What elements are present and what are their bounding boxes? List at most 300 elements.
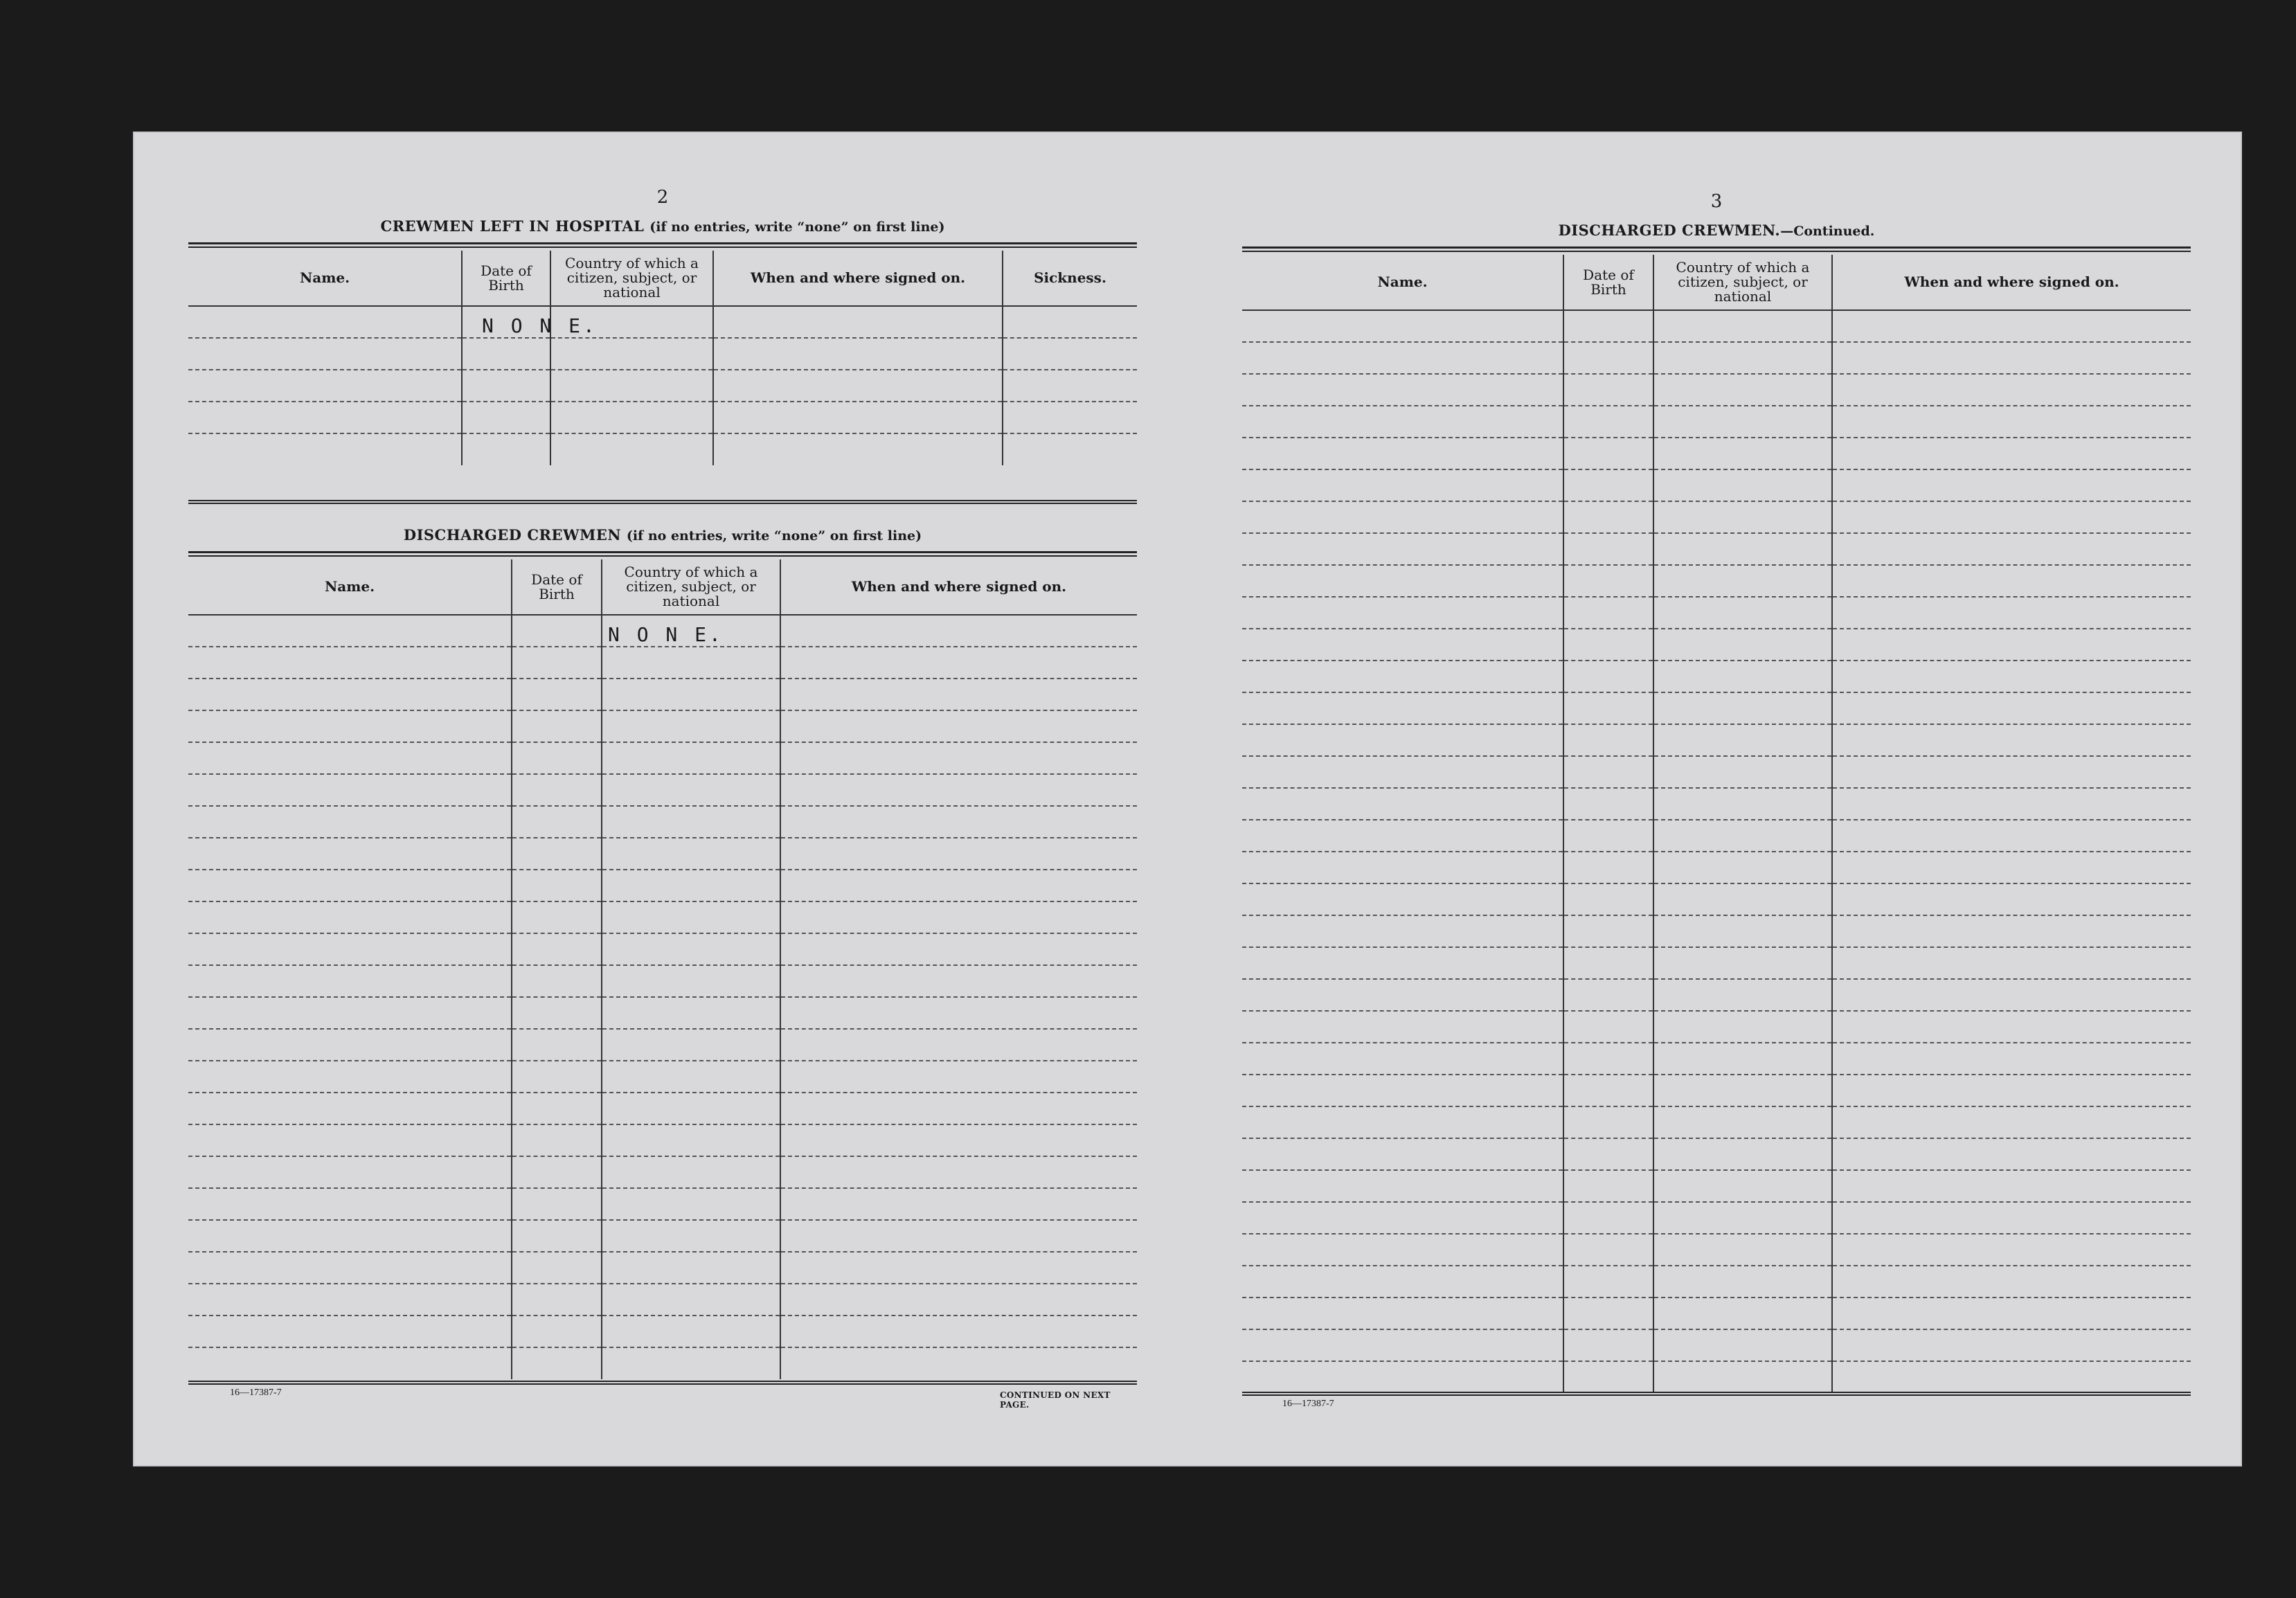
table-cell: [1563, 1043, 1653, 1075]
table-cell: [1563, 692, 1653, 724]
table-cell: [512, 742, 602, 774]
table-cell: [1242, 1234, 1563, 1266]
table-cell: [1832, 1138, 2191, 1170]
hospital-bottom-rule: [188, 500, 1137, 504]
table-cell: [1242, 565, 1563, 597]
table-cell: [1242, 788, 1563, 820]
table-cell: [780, 997, 1137, 1029]
table-cell: [188, 838, 512, 870]
table-cell: [602, 933, 780, 965]
table-cell: [602, 870, 780, 901]
discharged-none-entry: N O N E.: [608, 623, 724, 646]
table-cell: [780, 679, 1137, 710]
table-cell: [462, 370, 550, 402]
table-cell: [602, 1316, 780, 1347]
right-title: DISCHARGED CREWMEN.: [1558, 222, 1781, 239]
table-cell: [512, 647, 602, 679]
table-cell: [1563, 1329, 1653, 1361]
table-cell: [188, 306, 462, 338]
table-cell: [1653, 406, 1832, 438]
table-cell: [188, 1284, 512, 1316]
table-cell: [1832, 629, 2191, 661]
table-cell: [1242, 1266, 1563, 1298]
table-cell: [512, 1156, 602, 1188]
table-row: [1242, 1106, 2191, 1138]
table-cell: [1242, 947, 1563, 979]
table-cell: [1832, 1011, 2191, 1043]
page-number-left: 2: [656, 187, 669, 208]
discharged-top-rule: [188, 551, 1137, 557]
discharged-title: DISCHARGED CREWMEN: [403, 526, 622, 544]
table-cell: [602, 901, 780, 933]
table-cell: [1832, 692, 2191, 724]
table-cell: [1653, 661, 1832, 692]
table-row: [188, 742, 1137, 774]
table-cell: [780, 1156, 1137, 1188]
table-cell: [1242, 756, 1563, 788]
table-cell: [512, 615, 602, 647]
table-row: [1242, 1298, 2191, 1329]
table-cell: [1563, 661, 1653, 692]
table-row: [188, 1284, 1137, 1316]
table-cell: [780, 1284, 1137, 1316]
table-cell: [1563, 1361, 1653, 1393]
table-cell: [1653, 342, 1832, 374]
table-cell: [780, 838, 1137, 870]
right-bottom-rule: [1242, 1392, 2191, 1396]
table-cell: [780, 1220, 1137, 1252]
table-cell: [462, 402, 550, 433]
table-cell: [1563, 501, 1653, 533]
table-cell: [780, 965, 1137, 997]
table-row: [1242, 1329, 2191, 1361]
table-cell: [1242, 342, 1563, 374]
table-cell: [1003, 433, 1137, 465]
table-cell: [188, 1029, 512, 1061]
table-cell: [1003, 338, 1137, 370]
table-cell: [1563, 1234, 1653, 1266]
table-row: [188, 1220, 1137, 1252]
table-cell: [1242, 310, 1563, 342]
table-cell: [462, 306, 598, 338]
table-cell: [188, 1124, 512, 1156]
hospital-title: CREWMEN LEFT IN HOSPITAL: [380, 217, 645, 235]
table-cell: [602, 1029, 780, 1061]
col-date-of-birth: Date of Birth: [1563, 255, 1653, 310]
table-cell: [1242, 1106, 1563, 1138]
page-number-right: 3: [1710, 191, 1723, 212]
table-cell: [1242, 1202, 1563, 1234]
table-cell: [550, 338, 713, 370]
table-cell: [602, 742, 780, 774]
col-name: Name.: [188, 559, 512, 615]
table-cell: [1832, 1202, 2191, 1234]
table-cell: [780, 1188, 1137, 1220]
table-row: [1242, 533, 2191, 565]
table-cell: [188, 901, 512, 933]
table-cell: [1003, 370, 1137, 402]
table-row: [1242, 756, 2191, 788]
table-cell: [1653, 1329, 1832, 1361]
table-cell: [512, 1188, 602, 1220]
table-cell: [1832, 1234, 2191, 1266]
table-cell: [780, 901, 1137, 933]
table-cell: [1653, 597, 1832, 629]
table-cell: [1242, 1138, 1563, 1170]
table-cell: [713, 306, 1003, 338]
table-cell: [188, 1061, 512, 1093]
form-code-left: 16—17387-7: [230, 1388, 282, 1398]
table-cell: [602, 806, 780, 838]
table-cell: [602, 615, 780, 647]
table-cell: [1653, 1170, 1832, 1202]
col-signed-on: When and where signed on.: [780, 559, 1137, 615]
table-row: [1242, 661, 2191, 692]
col-date-of-birth: Date of Birth: [462, 251, 550, 306]
table-cell: [1563, 883, 1653, 915]
table-cell: [1563, 1298, 1653, 1329]
table-cell: [1242, 533, 1563, 565]
table-cell: [512, 901, 602, 933]
table-row: [1242, 1202, 2191, 1234]
table-row: [188, 997, 1137, 1029]
table-row: [188, 774, 1137, 806]
table-cell: [1563, 947, 1653, 979]
table-cell: [1653, 469, 1832, 501]
table-cell: [602, 1284, 780, 1316]
table-cell: [188, 1156, 512, 1188]
col-date-of-birth: Date of Birth: [512, 559, 602, 615]
table-cell: [188, 1252, 512, 1284]
table-cell: [1242, 820, 1563, 852]
discharged-table: [188, 559, 1137, 1379]
table-cell: [1242, 852, 1563, 883]
table-cell: [512, 774, 602, 806]
table-row: [1242, 1138, 2191, 1170]
table-cell: [780, 870, 1137, 901]
table-cell: [1242, 1011, 1563, 1043]
table-cell: [1242, 469, 1563, 501]
table-row: [1242, 692, 2191, 724]
table-row: [188, 806, 1137, 838]
table-cell: [1563, 533, 1653, 565]
table-cell: [1563, 597, 1653, 629]
table-cell: [1832, 756, 2191, 788]
table-cell: [1653, 1234, 1832, 1266]
table-cell: [1832, 1266, 2191, 1298]
continued-notice: CONTINUED ON NEXT PAGE.: [1000, 1390, 1111, 1410]
table-cell: [1653, 1075, 1832, 1106]
table-cell: [1653, 756, 1832, 788]
table-cell: [602, 774, 780, 806]
table-cell: [1653, 1011, 1832, 1043]
table-cell: [1832, 724, 2191, 756]
table-row: [188, 870, 1137, 901]
table-cell: [602, 1093, 780, 1124]
table-cell: [780, 1029, 1137, 1061]
table-cell: [1242, 438, 1563, 469]
table-row: [1242, 1234, 2191, 1266]
table-cell: [1832, 565, 2191, 597]
table-cell: [1563, 852, 1653, 883]
table-cell: [780, 1124, 1137, 1156]
table-cell: [1563, 820, 1653, 852]
table-cell: [780, 615, 1137, 647]
col-country: Country of which a citizen, subject, or national: [602, 559, 780, 615]
table-cell: [780, 1093, 1137, 1124]
table-cell: [1653, 565, 1832, 597]
table-cell: [188, 806, 512, 838]
table-cell: [512, 1316, 602, 1347]
table-row: [1242, 1011, 2191, 1043]
table-cell: [1653, 820, 1832, 852]
table-cell: [602, 1220, 780, 1252]
table-cell: [1653, 374, 1832, 406]
table-cell: [780, 710, 1137, 742]
table-cell: [188, 1188, 512, 1220]
table-cell: [1832, 310, 2191, 342]
table-cell: [1242, 1298, 1563, 1329]
table-cell: [512, 1029, 602, 1061]
table-row: [1242, 565, 2191, 597]
table-cell: [780, 742, 1137, 774]
table-cell: [512, 1252, 602, 1284]
table-cell: [602, 1124, 780, 1156]
table-cell: [188, 615, 512, 647]
table-cell: [188, 679, 512, 710]
discharged-note: (if no entries, write “none” on first line): [626, 528, 922, 544]
table-cell: [1832, 788, 2191, 820]
table-cell: [1563, 979, 1653, 1011]
table-row: [1242, 469, 2191, 501]
table-cell: [1242, 979, 1563, 1011]
col-country: Country of which a citizen, subject, or national: [1653, 255, 1832, 310]
table-row: [188, 933, 1137, 965]
table-cell: [1832, 1170, 2191, 1202]
table-row: [188, 1347, 1137, 1379]
table-row: [1242, 1170, 2191, 1202]
table-cell: [602, 1156, 780, 1188]
table-cell: [1563, 629, 1653, 661]
table-cell: [1653, 852, 1832, 883]
table-cell: [713, 402, 1003, 433]
table-cell: [1563, 1138, 1653, 1170]
table-cell: [713, 370, 1003, 402]
table-cell: [512, 1284, 602, 1316]
table-row: [1242, 724, 2191, 756]
table-cell: [1832, 1329, 2191, 1361]
table-cell: [602, 1347, 780, 1379]
table-row: [188, 1061, 1137, 1093]
table-cell: [512, 933, 602, 965]
table-cell: [1563, 788, 1653, 820]
table-row: [188, 1316, 1137, 1347]
table-cell: [602, 1188, 780, 1220]
table-cell: [1563, 310, 1653, 342]
table-cell: [1653, 947, 1832, 979]
table-cell: [1563, 342, 1653, 374]
table-cell: [1653, 1106, 1832, 1138]
table-cell: [780, 806, 1137, 838]
right-page: [1242, 133, 2191, 1465]
table-cell: [1242, 597, 1563, 629]
table-cell: [1653, 1138, 1832, 1170]
table-cell: [602, 965, 780, 997]
table-cell: [1653, 629, 1832, 661]
table-cell: [1832, 533, 2191, 565]
table-cell: [1563, 756, 1653, 788]
table-cell: [602, 710, 780, 742]
table-cell: [550, 370, 713, 402]
table-cell: [188, 338, 462, 370]
form-code-right: 16—17387-7: [1282, 1399, 1334, 1409]
table-cell: [602, 1061, 780, 1093]
table-cell: [512, 1061, 602, 1093]
table-cell: [602, 997, 780, 1029]
discharged-bottom-rule: [188, 1381, 1137, 1385]
table-cell: [188, 433, 462, 465]
table-cell: [512, 1220, 602, 1252]
table-cell: [1832, 883, 2191, 915]
table-cell: [462, 433, 550, 465]
table-row: [188, 901, 1137, 933]
table-cell: [1832, 1361, 2191, 1393]
table-row: [1242, 597, 2191, 629]
table-row: [1242, 915, 2191, 947]
table-cell: [188, 965, 512, 997]
table-cell: [780, 933, 1137, 965]
table-cell: [1563, 469, 1653, 501]
col-signed-on: When and where signed on.: [713, 251, 1003, 306]
col-name: Name.: [1242, 255, 1563, 310]
table-row: [1242, 342, 2191, 374]
table-cell: [1832, 979, 2191, 1011]
table-cell: [512, 1347, 602, 1379]
table-cell: [1832, 438, 2191, 469]
table-cell: [1832, 1043, 2191, 1075]
table-cell: [1653, 438, 1832, 469]
table-cell: [780, 1347, 1137, 1379]
table-cell: [512, 870, 602, 901]
table-cell: [1242, 692, 1563, 724]
table-cell: [1653, 1202, 1832, 1234]
table-cell: [1563, 438, 1653, 469]
table-cell: [1242, 883, 1563, 915]
table-cell: [780, 1252, 1137, 1284]
table-cell: [1653, 1043, 1832, 1075]
table-cell: [1653, 310, 1832, 342]
table-cell: [1563, 1170, 1653, 1202]
table-cell: [1003, 306, 1137, 338]
table-cell: [780, 647, 1137, 679]
table-cell: [188, 933, 512, 965]
table-row: [1242, 852, 2191, 883]
table-row: [188, 1156, 1137, 1188]
col-sickness: Sickness.: [1003, 251, 1137, 306]
table-cell: [1653, 501, 1832, 533]
table-cell: [188, 370, 462, 402]
table-cell: [1563, 915, 1653, 947]
table-cell: [512, 1124, 602, 1156]
discharged-section-title: [188, 526, 1137, 544]
table-cell: [1832, 1075, 2191, 1106]
table-cell: [188, 1220, 512, 1252]
left-page: [188, 133, 1137, 1465]
hospital-table: [188, 251, 1137, 465]
table-cell: [188, 710, 512, 742]
hospital-note: (if no entries, write “none” on first line): [649, 219, 945, 235]
table-row: [188, 679, 1137, 710]
table-row: [1242, 310, 2191, 342]
table-row: [188, 838, 1137, 870]
right-top-rule: [1242, 246, 2191, 252]
table-cell: [1653, 692, 1832, 724]
table-row: [188, 710, 1137, 742]
table-cell: [1653, 1361, 1832, 1393]
table-row: [1242, 883, 2191, 915]
table-row: [1242, 1075, 2191, 1106]
table-cell: [1242, 374, 1563, 406]
table-cell: [780, 774, 1137, 806]
table-row: [1242, 501, 2191, 533]
table-cell: [1563, 565, 1653, 597]
col-signed-on: When and where signed on.: [1832, 255, 2191, 310]
table-cell: [550, 402, 713, 433]
table-row: [188, 965, 1137, 997]
table-cell: [512, 679, 602, 710]
table-cell: [1832, 469, 2191, 501]
table-cell: [1832, 406, 2191, 438]
table-cell: [1832, 597, 2191, 629]
table-cell: [780, 1061, 1137, 1093]
table-cell: [1242, 1361, 1563, 1393]
table-cell: [1242, 1043, 1563, 1075]
table-cell: [1242, 915, 1563, 947]
col-name: Name.: [188, 251, 462, 306]
table-cell: [462, 338, 550, 370]
table-cell: [512, 710, 602, 742]
table-cell: [1563, 1202, 1653, 1234]
table-row: [188, 1252, 1137, 1284]
table-cell: [1242, 406, 1563, 438]
table-cell: [512, 965, 602, 997]
table-cell: [1832, 915, 2191, 947]
table-cell: [188, 774, 512, 806]
table-cell: [1653, 533, 1832, 565]
table-cell: [188, 402, 462, 433]
right-section-title: [1242, 222, 2191, 239]
table-row: [1242, 374, 2191, 406]
table-cell: [512, 806, 602, 838]
table-cell: [1832, 820, 2191, 852]
table-row: [1242, 788, 2191, 820]
table-cell: [602, 647, 780, 679]
table-cell: [550, 433, 713, 465]
table-cell: [602, 679, 780, 710]
table-row: [1242, 1043, 2191, 1075]
table-cell: [1653, 979, 1832, 1011]
table-cell: [1563, 406, 1653, 438]
table-cell: [602, 838, 780, 870]
table-row: [1242, 1266, 2191, 1298]
table-cell: [1832, 661, 2191, 692]
table-row: [188, 647, 1137, 679]
table-cell: [1653, 1266, 1832, 1298]
table-cell: [1563, 1266, 1653, 1298]
table-cell: [1563, 374, 1653, 406]
table-cell: [1242, 501, 1563, 533]
table-cell: [1003, 402, 1137, 433]
